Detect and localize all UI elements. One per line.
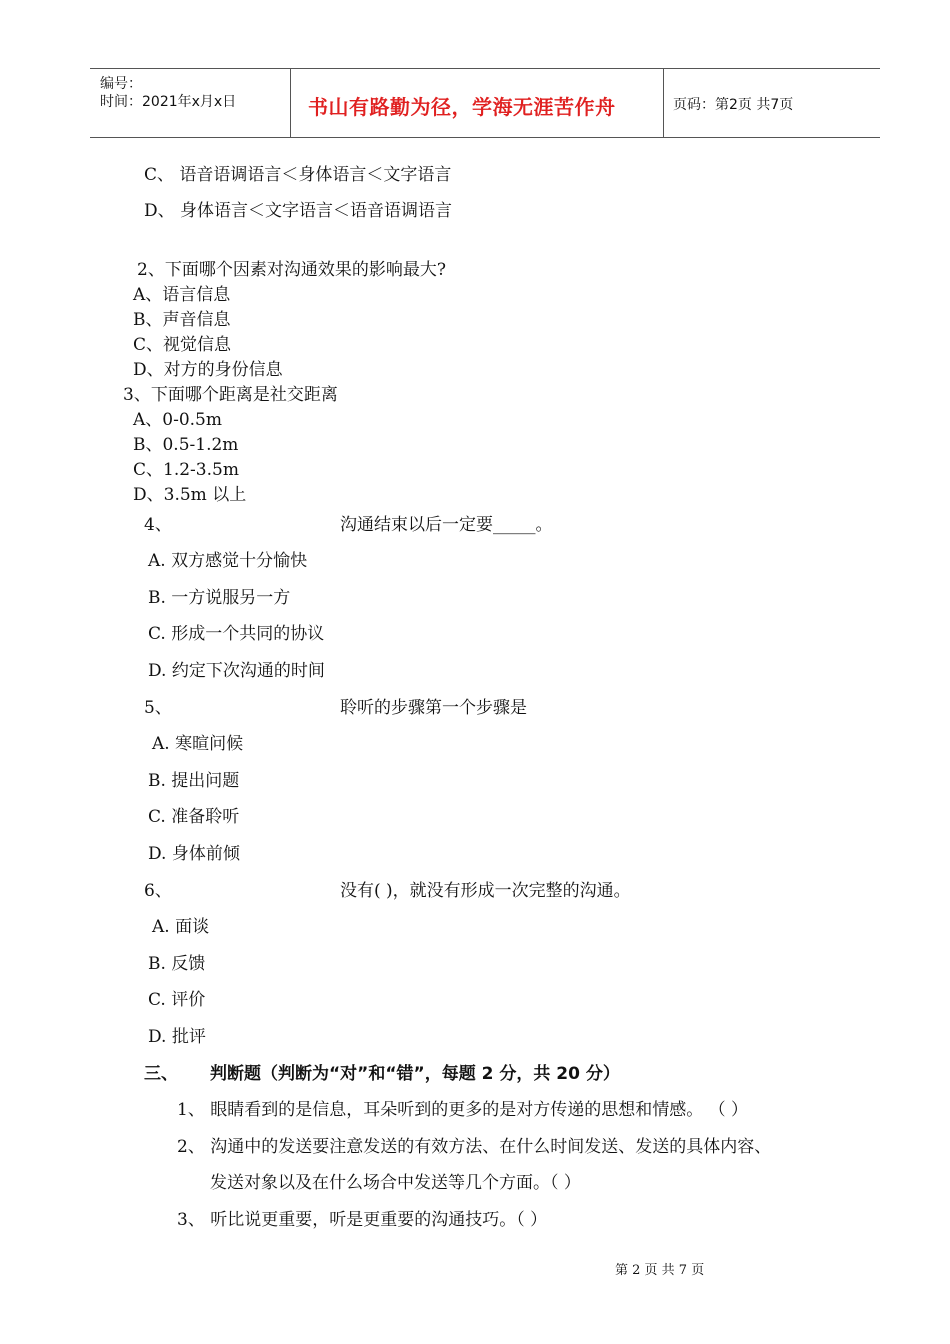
q6-option-d: D. 批评	[148, 1027, 206, 1047]
q6-question: 没有( )，就没有形成一次完整的沟通。	[340, 881, 631, 901]
time-label: 时间：2021年x月x日	[100, 94, 237, 110]
judge-item-2-cont: 发送对象以及在什么场合中发送等几个方面。（ ）	[210, 1173, 581, 1193]
q6-option-c: C. 评价	[148, 990, 206, 1010]
q5-question: 聆听的步骤第一个步骤是	[340, 698, 527, 718]
q3-question: 3、下面哪个距离是社交距离	[123, 385, 338, 405]
q5-option-c: C. 准备聆听	[148, 807, 240, 827]
q5-option-b: B. 提出问题	[148, 771, 240, 791]
q4-option-c: C. 形成一个共同的协议	[148, 624, 325, 644]
header-page-cell	[663, 69, 880, 137]
q4-option-a: A. 双方感觉十分愉快	[148, 551, 308, 571]
judge-item-2: 2、 沟通中的发送要注意发送的有效方法、在什么时间发送、发送的具体内容、	[177, 1137, 772, 1157]
section3-title: 判断题（判断为“对”和“错”，每题 2 分，共 20 分）	[210, 1064, 620, 1084]
q2-option-b: B、声音信息	[133, 310, 231, 330]
q4-number: 4、	[144, 515, 172, 535]
motto-text: 书山有路勤为径，学海无涯苦作舟	[308, 95, 616, 119]
q2-option-c: C、视觉信息	[133, 335, 232, 355]
q5-number: 5、	[144, 698, 172, 718]
header-info-cell	[90, 69, 291, 137]
judge-item-1: 1、 眼睛看到的是信息，耳朵听到的更多的是对方传递的思想和情感。 （ ）	[177, 1100, 749, 1120]
header-motto-cell	[290, 69, 664, 137]
q6-option-a: A. 面谈	[152, 917, 210, 937]
q6-number: 6、	[144, 881, 172, 901]
q1-option-d: D、 身体语言＜文字语言＜语音语调语言	[144, 201, 453, 221]
q3-option-c: C、1.2-3.5m	[133, 460, 239, 480]
q3-option-a: A、0-0.5m	[133, 410, 222, 430]
page-footer: 第 2 页 共 7 页	[615, 1263, 705, 1278]
page-header	[90, 68, 880, 138]
q6-option-b: B. 反馈	[148, 954, 206, 974]
q1-option-c: C、 语音语调语言＜身体语言＜文字语言	[144, 165, 452, 185]
q2-question: 2、下面哪个因素对沟通效果的影响最大?	[137, 260, 446, 280]
judge-item-3: 3、 听比说更重要，听是更重要的沟通技巧。（ ）	[177, 1210, 548, 1230]
q4-option-d: D. 约定下次沟通的时间	[148, 661, 325, 681]
serial-label: 编号：	[100, 76, 142, 92]
q5-option-a: A. 寒暄问候	[152, 734, 244, 754]
q4-question: 沟通结束以后一定要_____。	[340, 515, 553, 535]
q2-option-d: D、对方的身份信息	[133, 360, 283, 380]
q5-option-d: D. 身体前倾	[148, 844, 240, 864]
section3-number: 三、	[144, 1064, 178, 1084]
q4-option-b: B. 一方说服另一方	[148, 588, 291, 608]
page-info: 页码：第2页 共7页	[673, 97, 794, 113]
q3-option-b: B、0.5-1.2m	[133, 435, 239, 455]
q2-option-a: A、语言信息	[133, 285, 231, 305]
q3-option-d: D、3.5m 以上	[133, 485, 247, 505]
